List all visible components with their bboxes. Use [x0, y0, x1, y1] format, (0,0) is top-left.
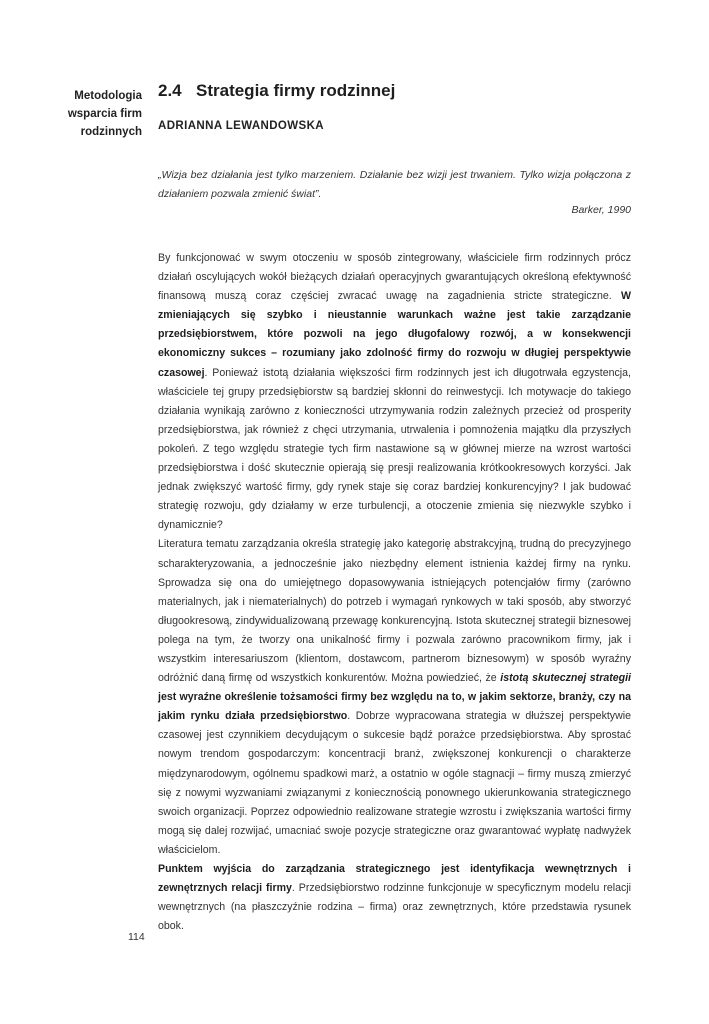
- running-sidebar-title: [40, 87, 142, 141]
- section-number: 2.4: [158, 81, 182, 100]
- epigraph-source: Barker, 1990: [571, 204, 631, 216]
- epigraph-quote: „Wizja bez działania jest tylko marzeniem. Działanie bez wizji jest trwaniem. Tylko wizja połączona z działaniem pozwala zmienić świat”.: [158, 169, 631, 200]
- section-heading: [158, 81, 395, 101]
- text-run: Literatura tematu zarządzania określa strategię jako kategorię abstrakcyjną, trudną do precyzyjnego scharakteryzowania, a jednocześnie jako niezbędny element istnienia każdej firmy na rynku. Sprowadza się ona do umiejętnego dopasowywania istniejących potencjałów firmy (zarówno materialnych, jak i niematerialnych) do potrzeb i wymagań rynkowych w taki sposób, aby stworzyć długookresową, zindywidualizowaną przewagę konkurencyjną. Istota skutecznej strategii biznesowej polega na tym, że tworzy ona unikalność firmy i pozwala zarówno pracownikom firmy, jak i wszystkim interesariuszom (klientom, dostawcom, partnerom biznesowym) w sposób wyraźny odróżnić daną firmę od wszystkich konkurentów. Można powiedzieć, że: [158, 538, 631, 685]
- paragraph: [158, 860, 631, 936]
- bold-italic-text-run: istotą skutecznej strategii: [500, 672, 631, 685]
- section-author: ADRIANNA LEWANDOWSKA: [158, 120, 325, 132]
- bold-text-run: W zmieniających się szybko i nieustannie warunkach ważne jest takie zarządzanie przedsiębiorstwem, które pozwoli na jego długofalowy rozwój, a w konsekwencji ekonomiczny sukces – rozumiany jako zdolność firmy do rozwoju w długiej perspektywie czasowej: [158, 290, 631, 379]
- sidebar-line: wsparcia firm: [67, 108, 142, 120]
- section-title: Strategia firmy rodzinnej: [196, 81, 396, 100]
- body-text: [158, 249, 631, 936]
- paragraph: [158, 249, 631, 535]
- bold-text-run: Punktem wyjścia do zarządzania strategicznego jest identyfikacja wewnętrznych i zewnętrznych relacji firmy: [158, 863, 631, 895]
- text-run: . Przedsiębiorstwo rodzinne funkcjonuje w specyficznym modelu relacji wewnętrznych (na płaszczyźnie rodzina – firma) oraz zewnętrznych, które przedstawia rysunek obok.: [158, 882, 631, 933]
- page-number: 114: [128, 931, 145, 943]
- text-run: . Dobrze wypracowana strategia w dłuższej perspektywie czasowej jest czynnikiem decydującym o sukcesie bądź porażce przedsiębiorstwa. Aby sprostać nowym trendom gospodarczym: koncentracji branż, zwiększonej konkurencji o charakterze międzynarodowym, ogólnemu spadkowi marż, a ostatnio w ogóle stagnacji – firmy muszą zmierzyć się z nowymi wyzwaniami związanymi z koniecznością ponownego ukierunkowania strategicznego swoich organizacji. Poprzez odpowiednio realizowane strategie wzrostu i zwiększania wartości firmy mogą się dalej rozwijać, umacniać swoje pozycje strategiczne oraz gwarantować wypłatę nadwyżek właścicielom.: [158, 710, 631, 856]
- sidebar-line: Metodologia: [74, 90, 142, 102]
- text-run: . Ponieważ istotą działania większości firm rodzinnych jest ich długotrwała egzystencja, właściciele tej grupy przedsiębiorstw są bardziej skłonni do reinwestycji. Ich motywacje do takiego działania wynikają zarówno z konieczności utrzymywania rodzin zależnych przecież od prosperity przedsiębiorstwa, jak również z chęci utrzymania, utrwalenia i pomnożenia majątku dla przyszłych pokoleń. Z tego względu strategie tych firm nastawione są w głównej mierze na wzrost wartości przedsiębiorstwa i dość skutecznie opierają się presji realizowania krótkookresowych korzyści. Jak jednak zwiększyć wartość firmy, gdy rynek staje się coraz bardziej konkurencyjny? I jak budować strategię rozwoju, gdy działamy w erze turbulencji, a otoczenie zmienia się niezwykle szybko i dynamicznie?: [158, 366, 631, 532]
- bold-text-run: jest wyraźne określenie tożsamości firmy bez względu na to, w jakim sektorze, branży, czy na jakim rynku działa przedsiębiorstwo: [158, 691, 631, 723]
- paragraph: [158, 535, 631, 860]
- sidebar-line: rodzinnych: [80, 126, 142, 138]
- text-run: By funkcjonować w swym otoczeniu w sposób zintegrowany, właściciele firm rodzinnych prócz działań oscylujących wokół bieżących działań operacyjnych gwarantujących określoną efektywność finansową muszą coraz częściej zwracać uwagę na zagadnienia stricte strategiczne.: [158, 252, 631, 303]
